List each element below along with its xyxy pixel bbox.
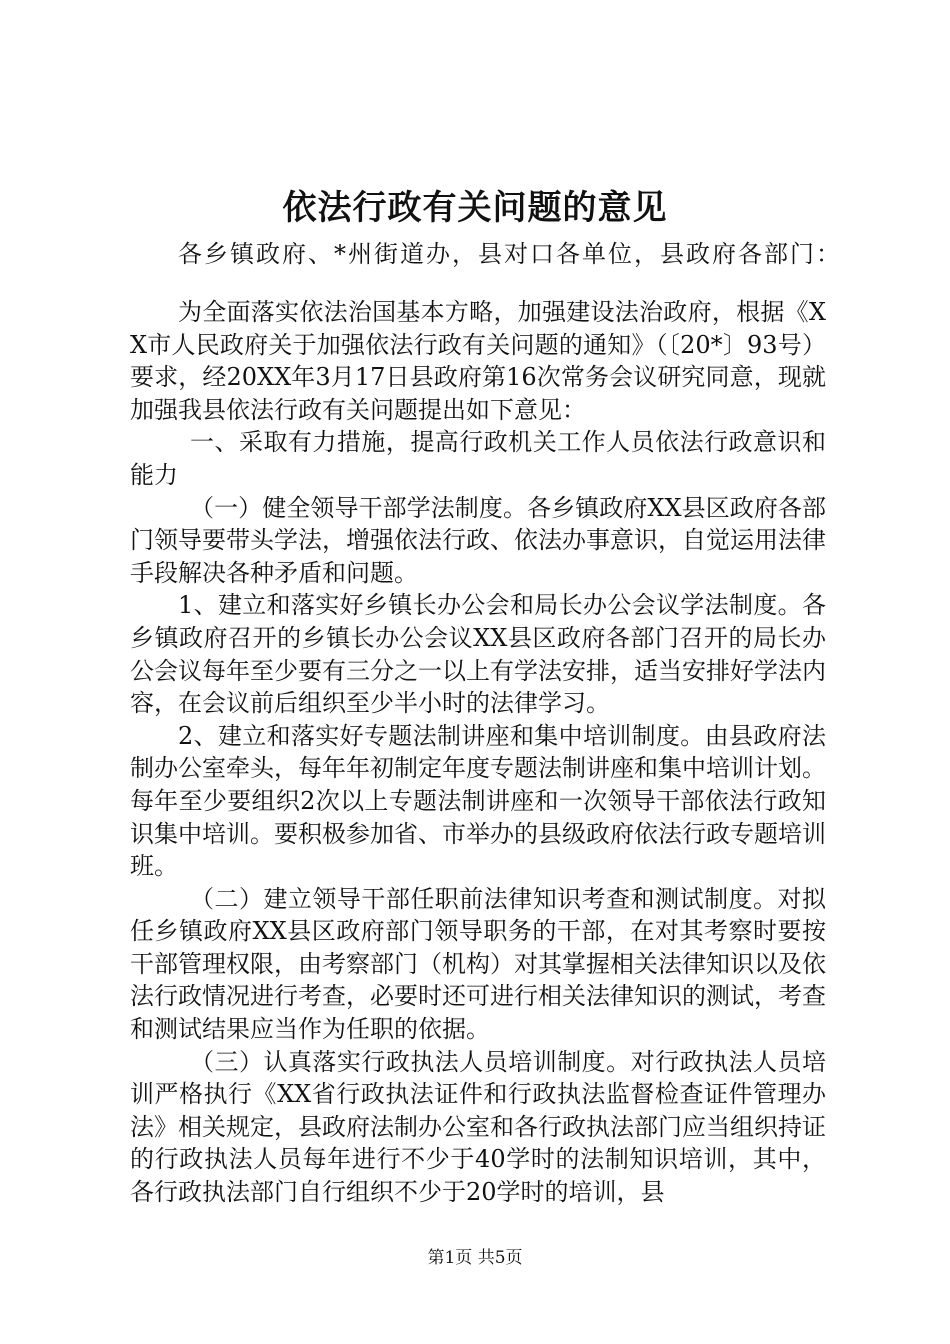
document-title: 依法行政有关问题的意见: [282, 188, 668, 228]
page-number-footer: 第1页 共5页: [427, 1248, 523, 1268]
intro-paragraph: 为全面落实依法治国基本方略，加强建设法治政府，根据《XX市人民政府关于加强依法行政有关问题的通知》（〔20*〕93号）要求，经20XX年3月17日县政府第16次常务会议研究同意，现就加强我县依法行政有关问题提出如下意见：: [130, 298, 826, 424]
document-body: [130, 296, 826, 1209]
salutation: 各乡镇政府、*州街道办，县对口各单位，县政府各部门：: [178, 240, 842, 268]
item-paragraph-2: 2、建立和落实好专题法制讲座和集中培训制度。由县政府法制办公室牵头，每年年初制定年度专题法制讲座和集中培训计划。每年至少要组织2次以上专题法制讲座和一次领导干部依法行政知识集中培训。要积极参加省、市举办的县级政府依法行政专题培训班。: [130, 721, 826, 881]
item-paragraph-1: 1、建立和落实好乡镇长办公会和局长办公会议学法制度。各乡镇政府召开的乡镇长办公会议XX县区政府各部门召开的局长办公会议每年至少要有三分之一以上有学法安排，适当安排好学法内容，在会议前后组织至少半小时的法律学习。: [130, 591, 826, 718]
section-heading-1: 一、采取有力措施，提高行政机关工作人员依法行政意识和能力: [130, 428, 826, 489]
subsection-paragraph-1: （一）健全领导干部学法制度。各乡镇政府XX县区政府各部门领导要带头学法，增强依法行政、依法办事意识，自觉运用法律手段解决各种矛盾和问题。: [130, 493, 826, 587]
subsection-paragraph-3: （三）认真落实行政执法人员培训制度。对行政执法人员培训严格执行《XX省行政执法证件和行政执法监督检查证件管理办法》相关规定，县政府法制办公室和各行政执法部门应当组织持证的行政执法人员每年进行不少于40学时的法制知识培训，其中，各行政执法部门自行组织不少于20学时的培训，县: [130, 1047, 826, 1207]
subsection-paragraph-2: （二）建立领导干部任职前法律知识考查和测试制度。对拟任乡镇政府XX县区政府部门领导职务的干部，在对其考察时要按干部管理权限，由考察部门（机构）对其掌握相关法律知识以及依法行政情况进行考查，必要时还可进行相关法律知识的测试，考查和测试结果应当作为任职的依据。: [130, 884, 826, 1044]
